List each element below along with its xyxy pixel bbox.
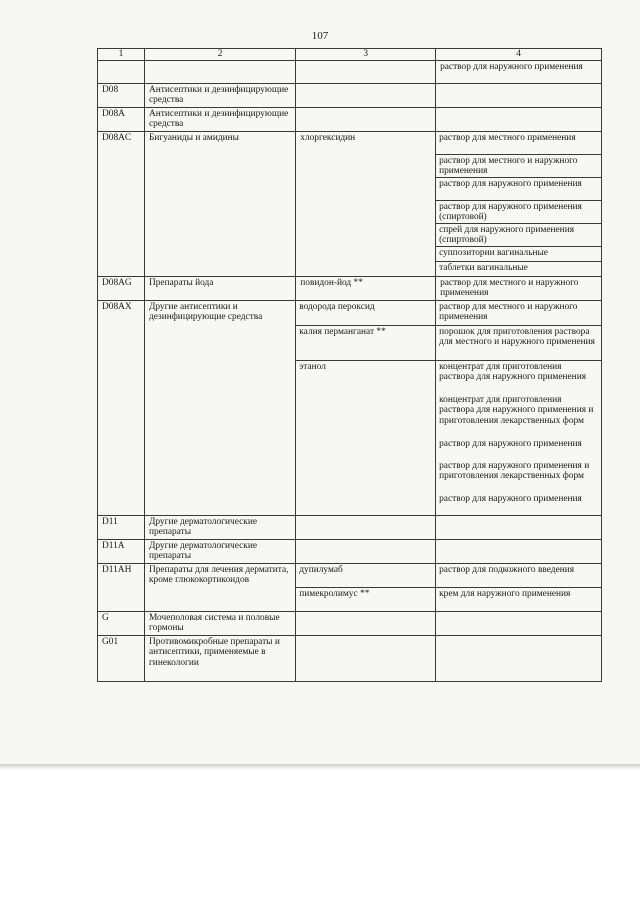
dosage-form-cell: суппозитории вагинальные bbox=[436, 247, 601, 262]
dosage-form-cell: раствор для наружного применения bbox=[436, 178, 601, 201]
page-edge-shadow bbox=[0, 764, 640, 770]
header-cell: 4 bbox=[436, 49, 602, 61]
group-name-cell: Бигуаниды и амидины bbox=[144, 132, 295, 277]
group-name-cell: Препараты для лечения дерматита, кроме глюкокортикоидов bbox=[144, 564, 295, 612]
table-row bbox=[98, 516, 602, 540]
drug-subtable bbox=[296, 301, 602, 516]
table-row bbox=[98, 612, 602, 636]
drug-name-cell bbox=[296, 612, 436, 636]
dosage-form-cell: раствор для наружного применения (спиртовой) bbox=[436, 201, 601, 224]
dosage-form-cell bbox=[436, 84, 602, 108]
table-row bbox=[98, 108, 602, 132]
dosage-form-cell: раствор для наружного применения и приготовления лекарственных форм bbox=[439, 461, 590, 482]
dosage-form-cell: раствор для местного и наружного применения bbox=[436, 277, 602, 301]
group-name-cell: Мочеполовая система и половые гормоны bbox=[144, 612, 295, 636]
header-cell: 3 bbox=[296, 49, 436, 61]
dosage-form-cell: раствор для наружного применения bbox=[439, 494, 582, 504]
atc-code-cell: G bbox=[98, 612, 145, 636]
table-row bbox=[98, 84, 602, 108]
drug-name-cell bbox=[296, 516, 436, 540]
group-name-cell: Антисептики и дезинфицирующие средства bbox=[144, 108, 295, 132]
dosage-form-cell: порошок для приготовления раствора для местного и наружного применения bbox=[436, 326, 601, 361]
atc-code-cell bbox=[98, 61, 145, 84]
group-name-cell: Другие дерматологические препараты bbox=[144, 516, 295, 540]
dosage-form-list bbox=[436, 361, 601, 516]
dosage-form-cell: крем для наружного применения bbox=[439, 589, 571, 599]
group-name-cell: Другие дерматологические препараты bbox=[144, 540, 295, 564]
dosage-form-cell bbox=[436, 636, 602, 682]
dosage-form-cell: раствор для местного и наружного применения bbox=[436, 301, 601, 326]
group-name-cell: Другие антисептики и дезинфицирующие средства bbox=[144, 301, 295, 516]
drug-subtable bbox=[296, 564, 602, 612]
atc-code-cell: D08AC bbox=[98, 132, 145, 277]
drug-name-cell: этанол bbox=[296, 361, 435, 516]
atc-code-cell: D08 bbox=[98, 84, 145, 108]
dosage-form-cell: раствор для местного применения bbox=[436, 132, 601, 155]
dosage-form-cell: спрей для наружного применения (спиртовой) bbox=[436, 224, 601, 247]
table-row bbox=[98, 540, 602, 564]
atc-code-cell: G01 bbox=[98, 636, 145, 682]
atc-code-cell: D08AX bbox=[98, 301, 145, 516]
atc-code-cell: D11 bbox=[98, 516, 145, 540]
dosage-form-cell: концентрат для приготовления раствора для наружного применения и приготовления лекарственных форм bbox=[439, 395, 594, 426]
drug-name-cell: дупилумаб bbox=[296, 564, 435, 588]
drug-name-cell bbox=[296, 108, 436, 132]
dosage-form-cell: таблетки вагинальные bbox=[439, 263, 528, 273]
drug-name-cell: пимекролимус ** bbox=[296, 588, 435, 612]
table-row bbox=[98, 277, 602, 301]
dosage-form-cell: раствор для подкожного введения bbox=[436, 564, 601, 588]
dosage-form-cell bbox=[436, 516, 602, 540]
dosage-form-cell bbox=[436, 540, 602, 564]
drug-name-cell: калия перманганат ** bbox=[296, 326, 435, 361]
page-number: 107 bbox=[311, 30, 329, 42]
dosage-form-cell bbox=[436, 612, 602, 636]
table-row bbox=[98, 301, 602, 516]
dosage-form-list bbox=[436, 132, 602, 277]
group-name-cell: Антисептики и дезинфицирующие средства bbox=[144, 84, 295, 108]
atc-code-cell: D08A bbox=[98, 108, 145, 132]
drug-name-cell bbox=[296, 540, 436, 564]
dosage-form-cell: раствор для наружного применения bbox=[436, 61, 602, 84]
header-cell: 2 bbox=[144, 49, 295, 61]
group-name-cell bbox=[144, 61, 295, 84]
dosage-form-cell: раствор для местного и наружного применения bbox=[436, 155, 601, 178]
table-row bbox=[98, 636, 602, 682]
drug-name-cell bbox=[296, 636, 436, 682]
atc-code-cell: D11AH bbox=[98, 564, 145, 612]
drug-name-cell: повидон-йод ** bbox=[296, 277, 436, 301]
group-name-cell: Препараты йода bbox=[144, 277, 295, 301]
dosage-form-cell: концентрат для приготовления раствора для наружного применения bbox=[439, 362, 587, 383]
drug-name-cell bbox=[296, 84, 436, 108]
header-cell: 1 bbox=[98, 49, 145, 61]
table-header-row bbox=[98, 49, 602, 61]
dosage-form-cell bbox=[436, 108, 602, 132]
drug-name-cell bbox=[296, 61, 436, 84]
drug-name-cell: водорода пероксид bbox=[296, 301, 435, 326]
atc-code-cell: D08AG bbox=[98, 277, 145, 301]
atc-code-cell: D11A bbox=[98, 540, 145, 564]
table-row bbox=[98, 564, 602, 612]
table-row bbox=[98, 61, 602, 84]
drug-name-cell: хлоргексидин bbox=[296, 132, 436, 277]
drug-classification-table bbox=[97, 48, 602, 682]
dosage-form-cell: раствор для наружного применения bbox=[439, 439, 582, 449]
table-row bbox=[98, 132, 602, 277]
group-name-cell: Противомикробные препараты и антисептики, применяемые в гинекологии bbox=[144, 636, 295, 682]
